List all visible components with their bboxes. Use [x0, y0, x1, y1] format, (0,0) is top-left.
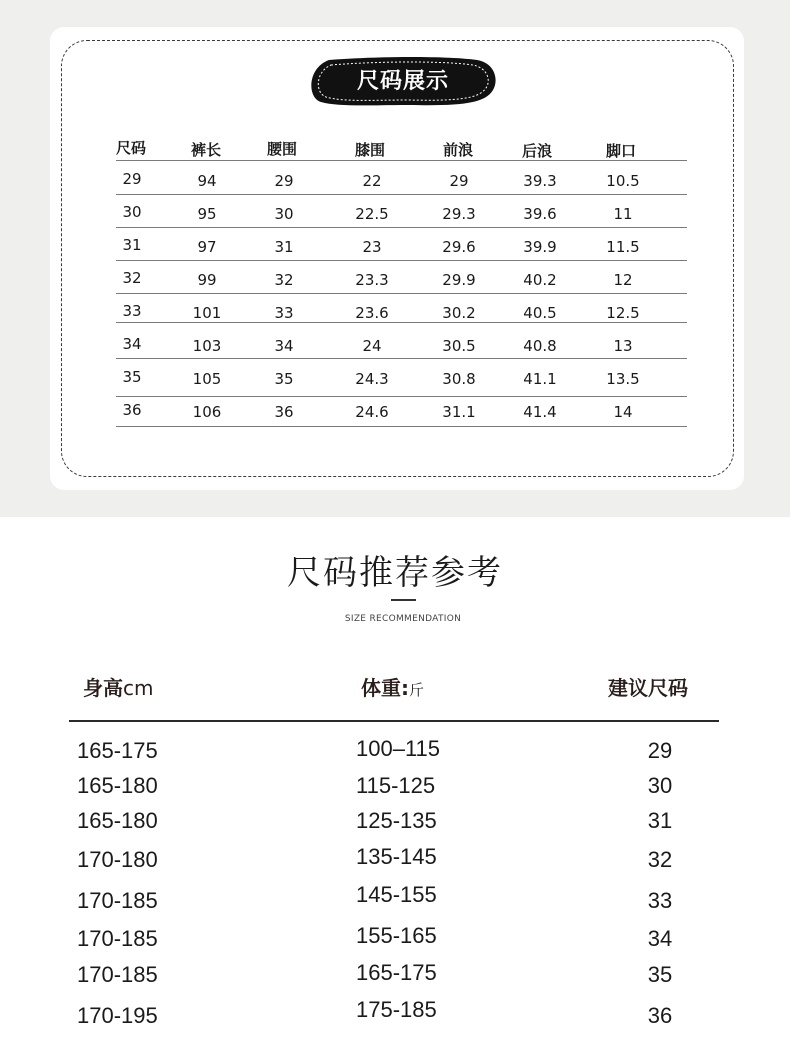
size-chart-cell: 30.5 [442, 337, 476, 355]
size-chart-cell: 29 [122, 170, 142, 188]
size-chart-cell: 32 [274, 271, 294, 289]
size-cell: 30 [647, 773, 673, 798]
weight-range-cell: 175-185 [356, 997, 437, 1022]
size-chart-header: 前浪 [443, 141, 474, 159]
size-chart-cell: 95 [197, 205, 217, 223]
size-chart-cell: 97 [197, 238, 217, 256]
size-chart-cell: 11 [613, 205, 633, 223]
size-cell: 29 [647, 738, 673, 763]
size-chart-cell: 29 [449, 172, 469, 190]
size-chart-header: 后浪 [522, 142, 553, 160]
size-chart-cell: 22 [362, 172, 382, 190]
table-rule [116, 227, 687, 228]
weight-label: 体重: [361, 676, 409, 700]
weight-range-cell: 145-155 [356, 882, 437, 907]
table-rule [116, 293, 687, 294]
size-cell: 32 [647, 847, 673, 872]
size-chart-header: 裤长 [191, 141, 222, 159]
size-chart-badge [309, 56, 497, 108]
size-chart-cell: 29.3 [442, 205, 476, 223]
height-range-cell: 170-185 [77, 962, 158, 987]
size-chart-header: 腰围 [267, 140, 298, 158]
size-chart-cell: 29.6 [442, 238, 476, 256]
height-header [83, 672, 153, 701]
size-chart-cell: 22.5 [355, 205, 389, 223]
size-chart-cell: 94 [197, 172, 217, 190]
size-chart-cell: 39.9 [523, 238, 557, 256]
size-chart-cell: 33 [274, 304, 294, 322]
weight-unit: 斤 [409, 681, 425, 699]
weight-range-cell: 155-165 [356, 923, 437, 948]
size-header: 建议尺码 [608, 676, 688, 700]
size-chart-cell: 101 [192, 304, 222, 322]
size-chart-cell: 31 [122, 236, 142, 254]
size-chart-cell: 36 [274, 403, 294, 421]
size-chart-cell: 24 [362, 337, 382, 355]
height-range-cell: 165-175 [77, 738, 158, 763]
size-chart-header: 脚口 [606, 142, 637, 160]
size-chart-cell: 23.3 [355, 271, 389, 289]
weight-range-cell: 125-135 [356, 808, 437, 833]
height-range-cell: 165-180 [77, 773, 158, 798]
size-chart-cell: 29.9 [442, 271, 476, 289]
height-range-cell: 170-180 [77, 847, 158, 872]
size-chart-cell: 41.1 [523, 370, 557, 388]
size-chart-cell: 30.2 [442, 304, 476, 322]
size-chart-cell: 99 [197, 271, 217, 289]
table-rule [116, 160, 687, 161]
size-chart-header: 膝围 [355, 141, 386, 159]
height-range-cell: 165-180 [77, 808, 158, 833]
size-chart-cell: 40.2 [523, 271, 557, 289]
size-chart-cell: 24.3 [355, 370, 389, 388]
size-chart-cell: 34 [122, 335, 142, 353]
size-cell: 34 [647, 926, 673, 951]
size-chart-cell: 40.8 [523, 337, 557, 355]
size-chart-cell: 103 [192, 337, 222, 355]
size-chart-cell: 30 [122, 203, 142, 221]
size-chart-cell: 39.6 [523, 205, 557, 223]
size-chart-cell: 41.4 [523, 403, 557, 421]
size-chart-cell: 30.8 [442, 370, 476, 388]
size-cell: 31 [647, 808, 673, 833]
size-chart-cell: 30 [274, 205, 294, 223]
recommendation-subtitle: SIZE RECOMMENDATION [344, 614, 462, 624]
weight-header [361, 672, 424, 701]
size-chart-cell: 31.1 [442, 403, 476, 421]
size-chart-cell: 10.5 [606, 172, 640, 190]
weight-range-cell: 115-125 [356, 773, 436, 798]
weight-range-cell: 135-145 [356, 844, 437, 869]
title-dash [391, 599, 416, 601]
size-chart-cell: 11.5 [606, 238, 640, 256]
size-chart-cell: 34 [274, 337, 294, 355]
height-range-cell: 170-185 [77, 926, 158, 951]
size-cell: 35 [647, 962, 673, 987]
size-chart-cell: 39.3 [523, 172, 557, 190]
size-chart-cell: 12.5 [606, 304, 640, 322]
size-chart-cell: 106 [192, 403, 222, 421]
header-rule [69, 720, 719, 722]
size-chart-cell: 31 [274, 238, 294, 256]
table-rule [116, 194, 687, 195]
table-rule [116, 426, 687, 427]
size-chart-cell: 13.5 [606, 370, 640, 388]
size-cell: 33 [647, 888, 673, 913]
height-range-cell: 170-185 [77, 888, 158, 913]
height-unit: cm [123, 676, 154, 700]
table-rule [116, 396, 687, 397]
weight-range-cell: 100–115 [356, 736, 441, 761]
size-cell: 36 [647, 1003, 673, 1028]
size-chart-cell: 32 [122, 269, 142, 287]
height-label: 身高 [83, 676, 123, 700]
size-chart-cell: 33 [122, 302, 142, 320]
size-chart-cell: 14 [613, 403, 633, 421]
size-chart-cell: 13 [613, 337, 633, 355]
table-rule [116, 322, 687, 323]
size-chart-cell: 23 [362, 238, 382, 256]
table-rule [116, 260, 687, 261]
size-chart-cell: 23.6 [355, 304, 389, 322]
size-chart-cell: 36 [122, 401, 142, 419]
height-range-cell: 170-195 [77, 1003, 158, 1028]
size-chart-cell: 35 [122, 368, 142, 386]
size-chart-cell: 12 [613, 271, 633, 289]
size-chart-title: 尺码展示 [356, 69, 449, 94]
table-rule [116, 358, 687, 359]
recommendation-title: 尺码推荐参考 [287, 553, 503, 593]
size-chart-header: 尺码 [116, 139, 147, 157]
size-chart-cell: 105 [192, 370, 222, 388]
weight-range-cell: 165-175 [356, 960, 437, 985]
size-chart-cell: 24.6 [355, 403, 389, 421]
size-chart-cell: 29 [274, 172, 294, 190]
size-chart-cell: 40.5 [523, 304, 557, 322]
size-chart-cell: 35 [274, 370, 294, 388]
